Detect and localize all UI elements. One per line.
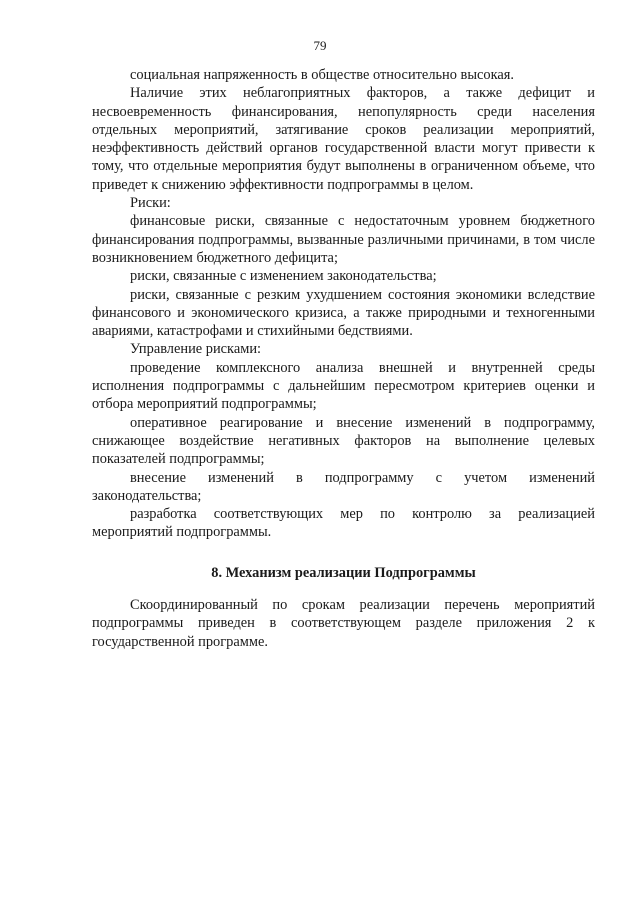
page-number: 79: [313, 38, 327, 53]
paragraph-environment-analysis: проведение комплексного анализа внешней и внутренней среды исполнения подпрограммы с дальнейшим пересмотром критериев оценки и отбора мероприятий подпрограммы;: [92, 359, 595, 413]
paragraph-legislation-changes: внесение изменений в подпрограмму с учетом изменений законодательства;: [92, 469, 595, 504]
paragraph-unfavorable-factors: Наличие этих неблагоприятных факторов, а также дефицит и несвоевременность финансирования, непопулярность среди населения отдельных мероприятий, затягивание сроков реализации мероприятий, неэффективность действий органов государственной власти могут привести к тому, что отдельные мероприятия будут выполнены в ограниченном объеме, что приведет к снижению эффективности подпрограммы в целом.: [92, 85, 595, 193]
section-heading: 8. Механизм реализации Подпрограммы: [211, 564, 476, 581]
paragraph-financial-risks: финансовые риски, связанные с недостаточным уровнем бюджетного финансирования подпрограммы, вызванные различными причинами, в том числе возникновением бюджетного дефицита;: [92, 213, 595, 266]
paragraph-control-measures: разработка соответствующих мер по контролю за реализацией мероприятий подпрограммы.: [92, 506, 595, 541]
document-body: [92, 66, 595, 651]
paragraph-economic-risks: риски, связанные с резким ухудшением состояния экономики вследствие финансового и экономического кризиса, а также природными и техногенными авариями, катастрофами и стихийными бедствиями.: [92, 286, 595, 340]
paragraph-risks-heading: Риски:: [130, 195, 171, 212]
paragraph-risk-management-heading: Управление рисками:: [130, 341, 262, 358]
paragraph-social-tension: социальная напряженность в обществе относительно высокая.: [130, 67, 514, 83]
paragraph-operative-response: оперативное реагирование и внесение изменений в подпрограмму, снижающее воздействие негативных факторов на выполнение целевых показателей подпрограммы;: [92, 414, 595, 468]
paragraph-legislation-risks: риски, связанные с изменением законодательства;: [130, 268, 437, 285]
section-paragraph: Скоординированный по срокам реализации перечень мероприятий подпрограммы приведен в соответствующем разделе приложения 2 к государственной программе.: [92, 597, 595, 650]
